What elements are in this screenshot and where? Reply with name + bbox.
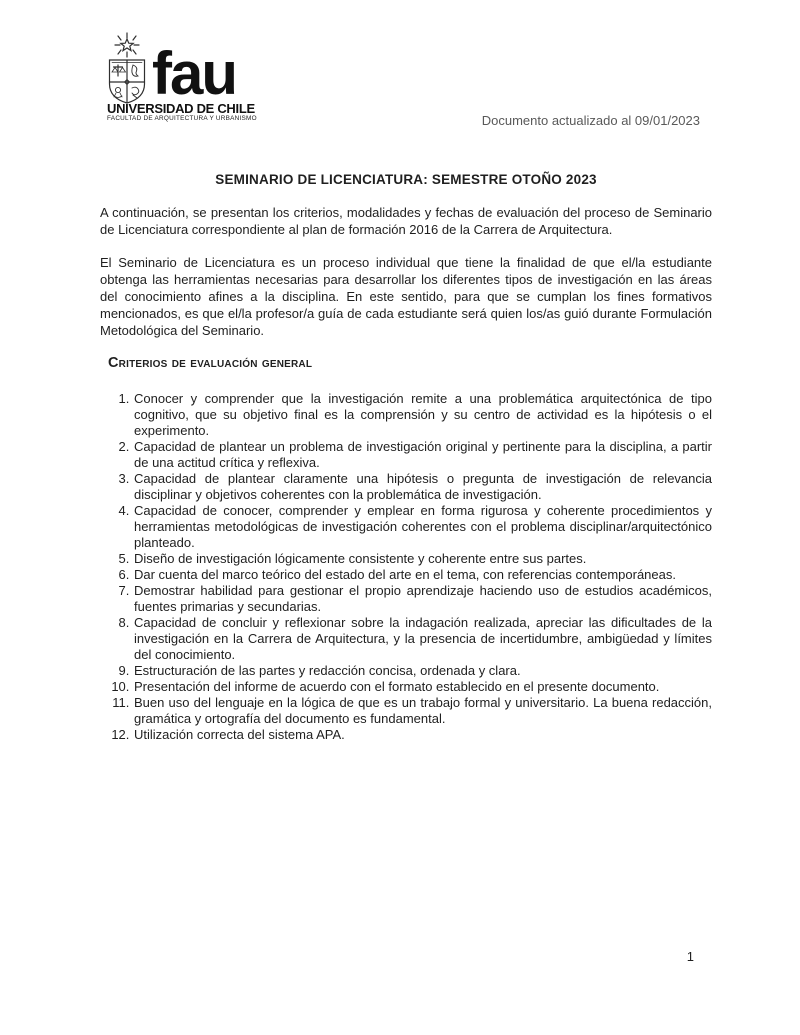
criteria-item: 8. Capacidad de concluir y reflexionar sobre la indagación realizada, apreciar las dificultades de la investigación en la Carrera de Arquitectura, y la presencia de incertidumbre, ambigüedad y límites del conocimiento. bbox=[133, 615, 712, 663]
criteria-item: 7. Demostrar habilidad para gestionar el propio aprendizaje haciendo uso de estudios académicos, fuentes primarias y secundarias. bbox=[133, 583, 712, 615]
criteria-item: 9. Estructuración de las partes y redacción concisa, ordenada y clara. bbox=[133, 663, 712, 679]
criteria-item: 5. Diseño de investigación lógicamente consistente y coherente entre sus partes. bbox=[133, 551, 712, 567]
criteria-item: 2. Capacidad de plantear un problema de investigación original y pertinente para la disciplina, a partir de una actitud crítica y reflexiva. bbox=[133, 439, 712, 471]
criteria-item: 1. Conocer y comprender que la investigación remite a una problemática arquitectónica de tipo cognitivo, que su objetivo final es la comprensión y su centro de actividad es la hipótesis o el experimento. bbox=[133, 391, 712, 439]
faculty-name: FACULTAD DE ARQUITECTURA Y URBANISMO bbox=[107, 115, 257, 122]
criteria-item: 4. Capacidad de conocer, comprender y emplear en forma rigurosa y coherente procedimientos y herramientas metodológicas de investigación coherentes con el problema disciplinar/arquitectónico planteado. bbox=[133, 503, 712, 551]
university-crest-icon bbox=[107, 32, 147, 104]
criteria-item: 12. Utilización correcta del sistema APA. bbox=[133, 727, 712, 743]
document-body bbox=[100, 204, 712, 743]
document-title: SEMINARIO DE LICENCIATURA: SEMESTRE OTOÑO 2023 bbox=[215, 172, 597, 187]
criteria-item: 6. Dar cuenta del marco teórico del estado del arte en el tema, con referencias contemporáneas. bbox=[133, 567, 712, 583]
section-heading-criterios: Criterios de evaluación general bbox=[108, 355, 313, 371]
page-number: 1 bbox=[686, 949, 694, 964]
fau-logotype: fau bbox=[152, 40, 236, 107]
description-paragraph: El Seminario de Licenciatura es un proceso individual que tiene la finalidad de que el/la estudiante obtenga las herramientas necesarias para desarrollar los diferentes tipos de investigación en las áreas del conocimiento afines a la disciplina. En este sentido, para que se cumplan los fines formativos mencionados, es que el/la profesor/a guía de cada estudiante será quien los/as guió durante Formulación Metodológica del Seminario. bbox=[100, 255, 712, 338]
criteria-list bbox=[100, 391, 712, 743]
updated-date-note: Documento actualizado al 09/01/2023 bbox=[481, 113, 700, 128]
intro-paragraph: A continuación, se presentan los criterios, modalidades y fechas de evaluación del proceso de Seminario de Licenciatura correspondiente al plan de formación 2016 de la Carrera de Arquitectura. bbox=[100, 205, 712, 237]
criteria-item: 11. Buen uso del lenguaje en la lógica de que es un trabajo formal y universitario. La buena redacción, gramática y ortografía del documento es fundamental. bbox=[133, 695, 712, 727]
university-name: UNIVERSIDAD DE CHILE bbox=[107, 101, 255, 116]
criteria-item: 3. Capacidad de plantear claramente una hipótesis o pregunta de investigación de relevancia disciplinar y objetivos coherentes con la problemática de investigación. bbox=[133, 471, 712, 503]
university-logo bbox=[107, 32, 267, 127]
criteria-item: 10. Presentación del informe de acuerdo con el formato establecido en el presente documento. bbox=[133, 679, 712, 695]
